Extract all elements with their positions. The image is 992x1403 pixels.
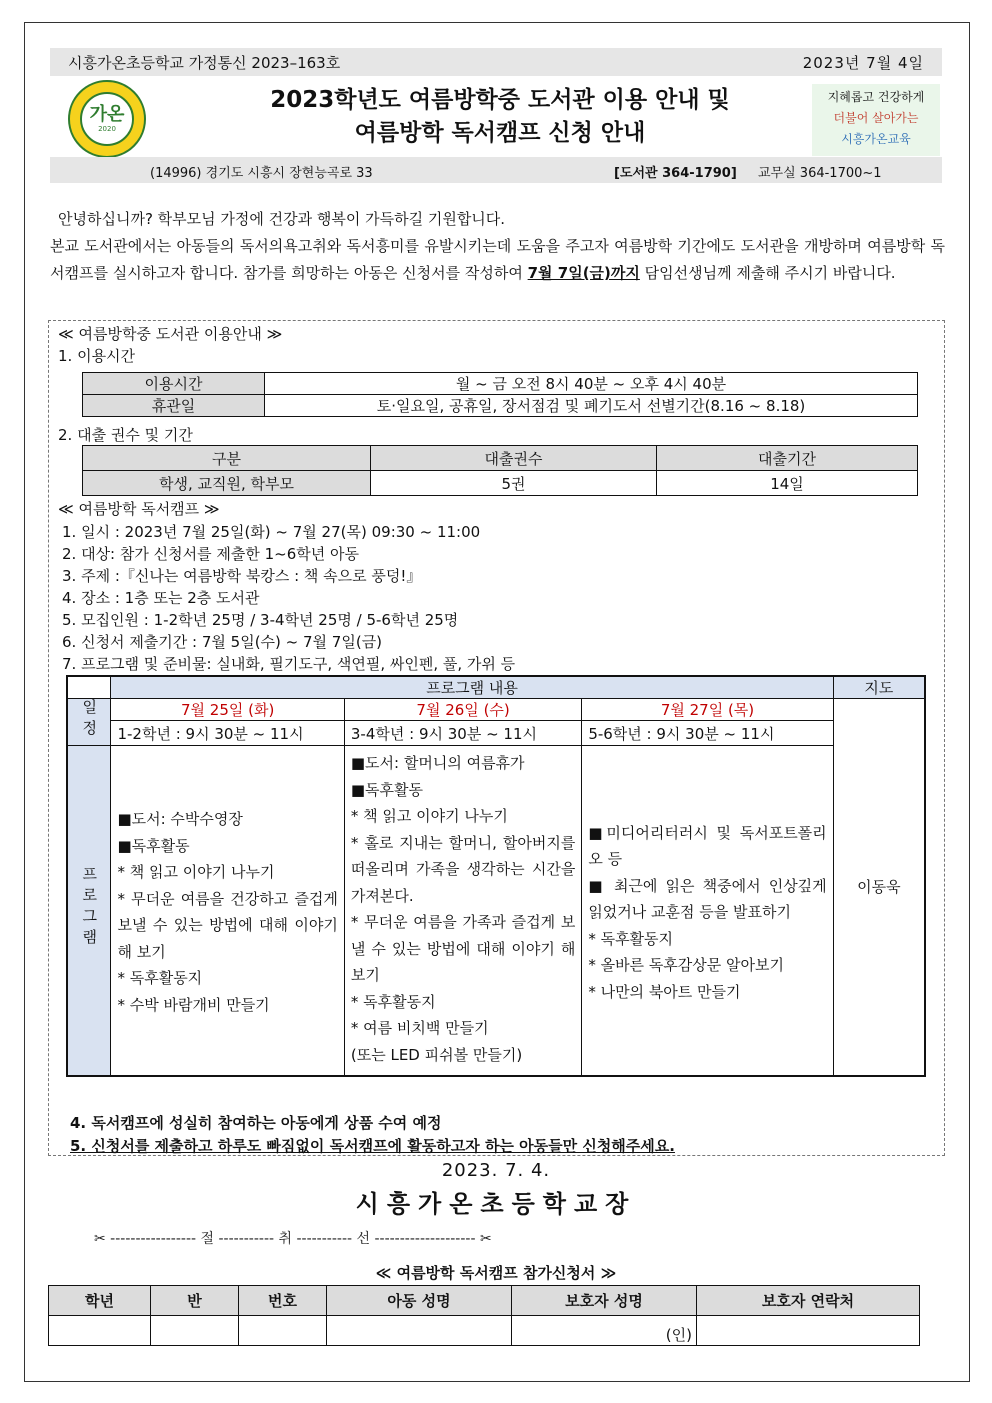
corner-cell — [67, 676, 111, 699]
program-line: * 독후활동지 — [588, 929, 674, 948]
program-label-text: 프로그램 — [80, 866, 99, 951]
time-day2: 3-4학년 : 9시 30분 ~ 11시 — [344, 721, 581, 746]
program-line: ■독후활동 — [350, 780, 424, 799]
school-logo — [68, 80, 146, 158]
form-title: ≪ 여름방학 독서캠프 참가신청서 ≫ — [375, 1264, 617, 1282]
loan-heading: 2. 대출 권수 및 기간 — [58, 426, 193, 444]
loan-header-period: 대출기간 — [657, 446, 918, 471]
teacher-name: 이동욱 — [833, 699, 925, 1076]
school-address: (14996) 경기도 시흥시 장현능곡로 33 — [150, 166, 373, 181]
time-day1: 1-2학년 : 9시 30분 ~ 11시 — [111, 721, 344, 746]
table-header-row — [83, 446, 918, 471]
hours-heading: 1. 이용시간 — [58, 347, 136, 365]
table-row — [67, 699, 925, 721]
table-row — [67, 746, 925, 1076]
program-line: ■미디어리터러시 및 독서포트폴리오 등 — [588, 823, 827, 868]
program-line: * 나만의 북아트 만들기 — [588, 982, 741, 1001]
signature-date: 2023. 7. 4. — [441, 1160, 551, 1181]
title-line-1: 2023학년도 여름방학중 도서관 이용 안내 및 — [270, 87, 730, 113]
form-header-guardian-name: 보호자 성명 — [512, 1286, 697, 1316]
logo-mark: 가온 — [89, 104, 125, 125]
child-name-field[interactable] — [327, 1316, 512, 1346]
schedule-label — [67, 699, 111, 746]
intro-text — [50, 206, 945, 287]
date-day2: 7월 26일 (수) — [344, 699, 581, 721]
loan-count: 5권 — [371, 471, 657, 496]
camp-item: 6. 신청서 제출기간 : 7월 5일(수) ~ 7월 7일(금) — [62, 633, 383, 651]
application-form — [48, 1285, 920, 1346]
intro-body-a: 본교 도서관에서는 아동들의 독서의욕고취와 독서흥미를 유발시키는데 도움을 주고자 여름방학 기간에도 도서관을 개방하며 여름방학 독서캠프를 실시하고자 합니다. 참가를 희망하는 아동은 신청서를 작성하여 — [50, 237, 945, 282]
program-day2 — [344, 746, 581, 1076]
closed-label: 휴관일 — [83, 395, 265, 417]
camp-item: 7. 프로그램 및 준비물: 실내화, 필기도구, 색연필, 싸인펜, 풀, 가위 등 — [62, 655, 516, 673]
program-line: ■도서: 수박수영장 — [117, 810, 243, 829]
closed-value: 토·일요일, 공휴일, 장서점검 및 폐기도서 선별기간(8.16 ~ 8.18) — [265, 395, 918, 417]
camp-item: 3. 주제 :『신나는 여름방학 북캉스 : 책 속으로 풍덩!』 — [62, 567, 422, 585]
camp-item: 4. 장소 : 1층 또는 2층 도서관 — [62, 589, 260, 607]
table-row — [49, 1316, 920, 1346]
hours-value: 월 ~ 금 오전 8시 40분 ~ 오후 4시 40분 — [265, 373, 918, 395]
program-line: (또는 LED 피쉬볼 만들기) — [350, 1045, 523, 1064]
hours-label: 이용시간 — [83, 373, 265, 395]
title-line-2: 여름방학 독서캠프 신청 안내 — [354, 120, 646, 146]
library-phone: [도서관 364-1790] — [614, 166, 737, 181]
program-line: * 홀로 지내는 할머니, 할아버지를 떠올리며 가족을 생각하는 시간을 가져본다. — [350, 833, 576, 905]
table-header-row — [49, 1286, 920, 1316]
note-attendance: 5. 신청서를 제출하고 하루도 빠짐없이 독서캠프에 활동하고자 하는 아동들만 신청해주세요. — [70, 1137, 675, 1155]
address-bar — [50, 157, 942, 183]
loan-table — [82, 445, 918, 496]
loan-type: 학생, 교직원, 학부모 — [83, 471, 371, 496]
form-header-number: 번호 — [239, 1286, 327, 1316]
newsletter-number: 시흥가온초등학교 가정통신 2023–163호 — [68, 54, 341, 72]
teacher-header: 지도 — [833, 676, 925, 699]
loan-header-type: 구분 — [83, 446, 371, 471]
camp-item: 5. 모집인원 : 1-2학년 25명 / 3-4학년 25명 / 5-6학년 25명 — [62, 611, 459, 629]
schedule-label-text: 일정 — [80, 699, 99, 741]
header-bar — [50, 48, 942, 76]
program-line: * 무더운 여름을 건강하고 즐겁게 보낼 수 있는 방법에 대해 이야기 해 보기 — [117, 889, 338, 961]
loan-header-count: 대출권수 — [371, 446, 657, 471]
time-day3: 5-6학년 : 9시 30분 ~ 11시 — [582, 721, 833, 746]
program-table — [66, 675, 926, 1077]
program-line: * 독후활동지 — [117, 969, 203, 988]
deadline: 7월 7일(금)까지 — [527, 264, 640, 282]
principal-signature: 시흥가온초등학교장 — [355, 1189, 637, 1218]
program-day1 — [111, 746, 344, 1076]
guardian-phone-field[interactable] — [697, 1316, 920, 1346]
school-slogan — [812, 84, 940, 156]
program-line: * 독후활동지 — [350, 992, 436, 1011]
program-header: 프로그램 내용 — [111, 676, 833, 699]
program-line: ■ 최근에 읽은 책중에서 인상깊게 읽었거나 교훈점 등을 발표하기 — [588, 876, 827, 921]
table-row — [83, 395, 918, 417]
document-title — [200, 84, 800, 150]
seal-mark: (인) — [665, 1326, 692, 1344]
form-header-child-name: 아동 성명 — [327, 1286, 512, 1316]
date-day3: 7월 27일 (목) — [582, 699, 833, 721]
program-line: * 수박 바람개비 만들기 — [117, 995, 270, 1014]
table-row — [83, 373, 918, 395]
program-line: ■도서: 할머니의 여름휴가 — [350, 754, 525, 772]
program-label — [67, 746, 111, 1076]
table-row — [83, 471, 918, 496]
table-row — [67, 721, 925, 746]
program-line: * 책 읽고 이야기 나누기 — [117, 863, 275, 882]
number-field[interactable] — [239, 1316, 327, 1346]
table-header-row — [67, 676, 925, 699]
program-line: * 책 읽고 이야기 나누기 — [350, 807, 508, 825]
guardian-name-field[interactable] — [512, 1316, 697, 1346]
program-line: ■독후활동 — [117, 836, 190, 855]
form-header-class: 반 — [151, 1286, 239, 1316]
form-header-grade: 학년 — [49, 1286, 151, 1316]
library-section-title: ≪ 여름방학중 도서관 이용안내 ≫ — [58, 325, 283, 343]
intro-body — [50, 233, 945, 287]
camp-item: 1. 일시 : 2023년 7월 25일(화) ~ 7월 27(목) 09:30 ~ 11:00 — [62, 523, 481, 541]
slogan-line-2: 더불어 살아가는 — [833, 111, 919, 125]
grade-field[interactable] — [49, 1316, 151, 1346]
form-header-guardian-phone: 보호자 연락처 — [697, 1286, 920, 1316]
slogan-line-1: 지혜롭고 건강하게 — [827, 90, 925, 104]
cut-line-text: ✂ ----------------- 절 ----------- 취 ----------- 선 -------------------- ✂ — [94, 1231, 492, 1247]
camp-item: 2. 대상: 참가 신청서를 제출한 1~6학년 아동 — [62, 545, 359, 563]
slogan-line-3: 시흥가온교육 — [841, 132, 911, 146]
program-day3 — [582, 746, 833, 1076]
hours-table — [82, 372, 918, 417]
program-line: * 올바른 독후감상문 알아보기 — [588, 956, 784, 974]
office-phone: 교무실 364-1700~1 — [758, 166, 882, 181]
intro-body-b: 담임선생님께 제출해 주시기 바랍니다. — [639, 264, 896, 282]
greeting: 안녕하십니까? 학부모님 가정에 건강과 행복이 가득하길 기원합니다. — [58, 210, 506, 228]
program-line: * 여름 비치백 만들기 — [350, 1019, 489, 1037]
class-field[interactable] — [151, 1316, 239, 1346]
cut-line — [94, 1228, 904, 1248]
note-prize: 4. 독서캠프에 성실히 참여하는 아동에게 상품 수여 예정 — [70, 1114, 442, 1132]
program-line: * 무더운 여름을 가족과 즐겁게 보낼 수 있는 방법에 대해 이야기 해 보기 — [350, 913, 576, 984]
loan-period: 14일 — [657, 471, 918, 496]
date-day1: 7월 25일 (화) — [111, 699, 344, 721]
issue-date: 2023년 7월 4일 — [802, 54, 924, 72]
camp-section-title: ≪ 여름방학 독서캠프 ≫ — [58, 500, 220, 518]
logo-year: 2020 — [98, 125, 116, 133]
